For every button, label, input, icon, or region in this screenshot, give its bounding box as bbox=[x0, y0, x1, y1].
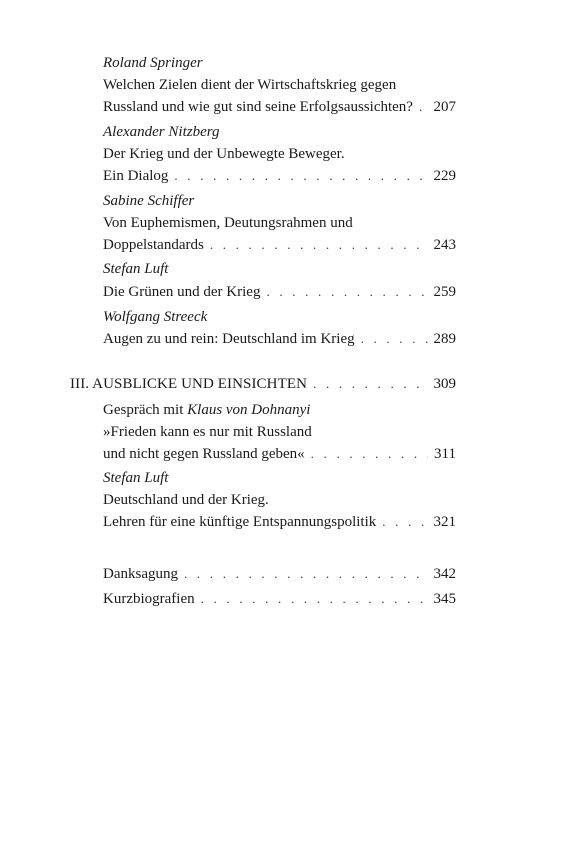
entry-title-line: Welchen Zielen dient der Wirtschaftskrieg gegen bbox=[103, 77, 397, 93]
dot-leader bbox=[174, 165, 427, 187]
toc-entry-danksagung[interactable] bbox=[103, 563, 456, 585]
dot-leader bbox=[311, 443, 428, 465]
toc-entry[interactable] bbox=[103, 234, 456, 256]
page-number: 321 bbox=[433, 514, 456, 530]
toc-entry[interactable] bbox=[103, 443, 456, 465]
toc-entry[interactable] bbox=[103, 96, 456, 118]
author-name: Roland Springer bbox=[103, 55, 203, 71]
entry-title-line: Der Krieg und der Unbewegte Beweger. bbox=[103, 146, 345, 162]
toc-entry-kurzbiografien[interactable] bbox=[103, 588, 456, 610]
page-number: 309 bbox=[433, 376, 456, 392]
entry-title: Ein Dialog bbox=[103, 168, 169, 184]
author-name: Wolfgang Streeck bbox=[103, 309, 208, 325]
dot-leader bbox=[382, 511, 427, 533]
entry-title: Die Grünen und der Krieg bbox=[103, 284, 261, 300]
section-title: III. AUSBLICKE UND EINSICHTEN bbox=[70, 376, 308, 392]
dot-leader bbox=[361, 328, 428, 350]
toc-entry[interactable] bbox=[103, 165, 456, 187]
entry-title: Russland und wie gut sind seine Erfolgsaussichten? bbox=[103, 99, 413, 115]
author-name: Sabine Schiffer bbox=[103, 193, 195, 209]
section-heading[interactable] bbox=[70, 373, 456, 395]
page-number: 207 bbox=[433, 99, 456, 115]
author-name: Stefan Luft bbox=[103, 470, 169, 486]
author-name: Klaus von Dohnanyi bbox=[187, 402, 311, 418]
toc-entry[interactable] bbox=[103, 328, 456, 350]
page-number: 259 bbox=[433, 284, 456, 300]
entry-title: Danksagung bbox=[103, 566, 178, 582]
page-number: 229 bbox=[433, 168, 456, 184]
page-number: 342 bbox=[433, 566, 456, 582]
dot-leader bbox=[419, 96, 428, 118]
page-number: 243 bbox=[433, 237, 456, 253]
page-number: 345 bbox=[433, 591, 456, 607]
entry-title: und nicht gegen Russland geben« bbox=[103, 446, 305, 462]
entry-title: Lehren für eine künftige Entspannungspolitik bbox=[103, 514, 377, 530]
interview-prefix: Gespräch mit bbox=[103, 402, 184, 418]
entry-title-line: Deutschland und der Krieg. bbox=[103, 492, 269, 508]
dot-leader bbox=[266, 281, 427, 303]
page-number: 311 bbox=[434, 446, 456, 462]
dot-leader bbox=[313, 373, 427, 395]
interview-byline bbox=[103, 399, 456, 421]
entry-title: Kurzbiografien bbox=[103, 591, 195, 607]
page-number: 289 bbox=[433, 331, 456, 347]
dot-leader bbox=[210, 234, 428, 256]
author-name: Stefan Luft bbox=[103, 261, 169, 277]
toc-entry[interactable] bbox=[103, 281, 456, 303]
entry-title-line: Von Euphemismen, Deutungsrahmen und bbox=[103, 215, 353, 231]
dot-leader bbox=[201, 588, 428, 610]
dot-leader bbox=[184, 563, 428, 585]
entry-title: Doppelstandards bbox=[103, 237, 204, 253]
toc-entry[interactable] bbox=[103, 511, 456, 533]
author-name: Alexander Nitzberg bbox=[103, 124, 220, 140]
entry-title-line: »Frieden kann es nur mit Russland bbox=[103, 424, 312, 440]
entry-title: Augen zu und rein: Deutschland im Krieg bbox=[103, 331, 355, 347]
